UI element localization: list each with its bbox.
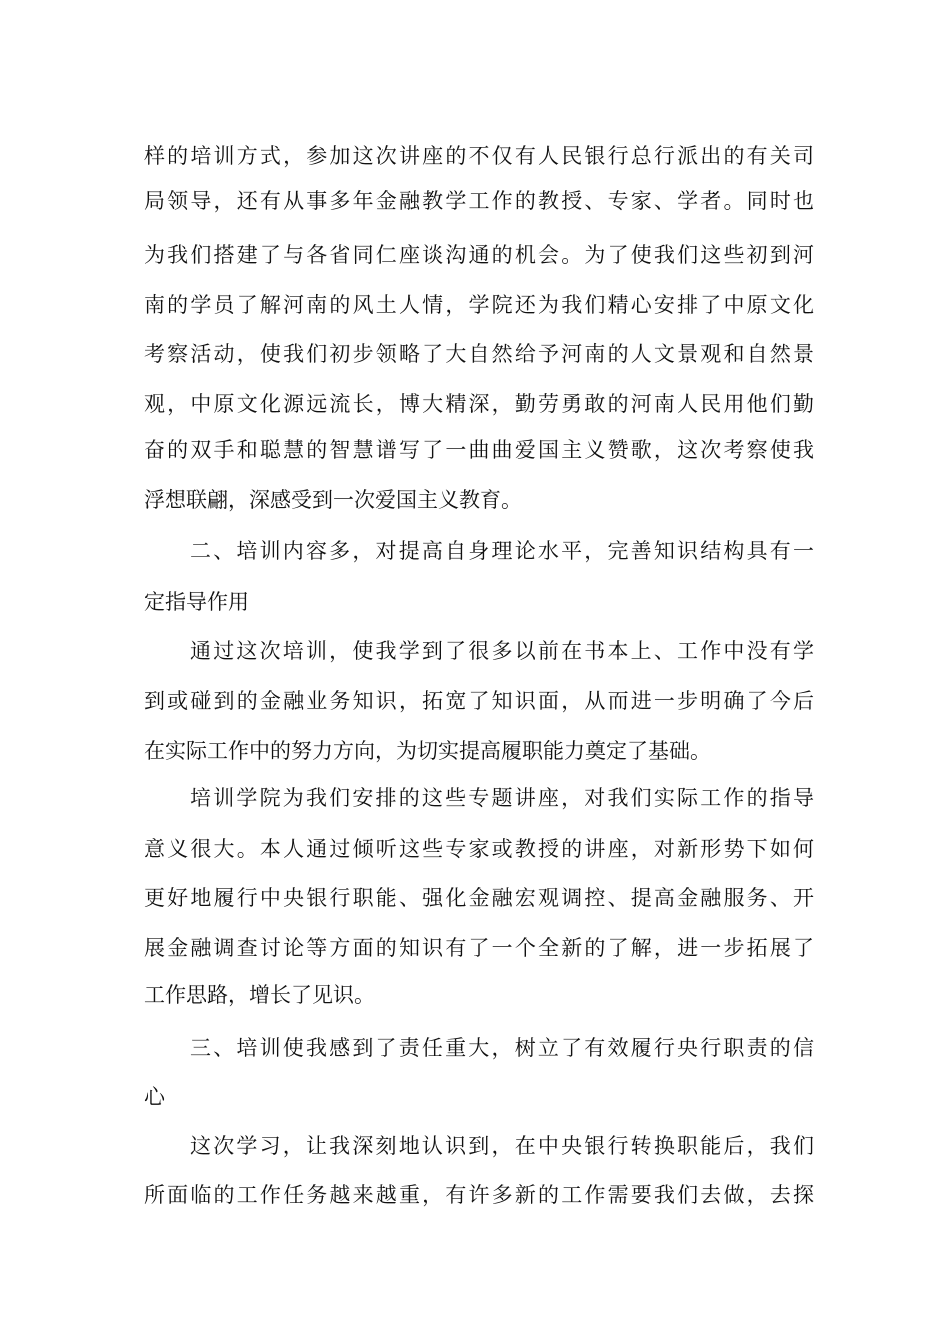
text-line: 为我们搭建了与各省同仁座谈沟通的机会。为了使我们这些初到河 — [144, 243, 814, 267]
text-line: 到或碰到的金融业务知识，拓宽了知识面，从而进一步明确了今后 — [144, 689, 814, 713]
text-line: 通过这次培训，使我学到了很多以前在书本上、工作中没有学 — [190, 639, 814, 663]
section-heading-line: 三、培训使我感到了责任重大，树立了有效履行央行职责的信 — [190, 1036, 814, 1060]
text-line: 南的学员了解河南的风土人情，学院还为我们精心安排了中原文化 — [144, 293, 814, 317]
text-line: 样的培训方式，参加这次讲座的不仅有人民银行总行派出的有关司 — [144, 144, 814, 168]
text-line: 观，中原文化源远流长，博大精深，勤劳勇敢的河南人民用他们勤 — [144, 392, 814, 416]
text-line: 在实际工作中的努力方向，为切实提高履职能力奠定了基础。 — [144, 739, 711, 763]
text-line: 奋的双手和聪慧的智慧谱写了一曲曲爱国主义赞歌，这次考察使我 — [144, 438, 814, 462]
text-line: 展金融调查讨论等方面的知识有了一个全新的了解，进一步拓展了 — [144, 936, 814, 960]
text-line: 更好地履行中央银行职能、强化金融宏观调控、提高金融服务、开 — [144, 886, 814, 910]
text-line: 考察活动，使我们初步领略了大自然给予河南的人文景观和自然景 — [144, 342, 814, 366]
text-line: 工作思路，增长了见识。 — [144, 983, 375, 1007]
text-line: 意义很大。本人通过倾听这些专家或教授的讲座，对新形势下如何 — [144, 837, 814, 861]
text-line: 培训学院为我们安排的这些专题讲座，对我们实际工作的指导 — [190, 786, 814, 810]
text-line: 这次学习，让我深刻地认识到，在中央银行转换职能后，我们 — [190, 1134, 814, 1158]
text-line: 局领导，还有从事多年金融教学工作的教授、专家、学者。同时也 — [144, 189, 814, 213]
section-heading-line: 心 — [144, 1085, 165, 1109]
text-line: 浮想联翩，深感受到一次爱国主义教育。 — [144, 488, 522, 512]
text-line: 所面临的工作任务越来越重，有许多新的工作需要我们去做，去探 — [144, 1183, 814, 1207]
section-heading-line: 二、培训内容多，对提高自身理论水平，完善知识结构具有一 — [190, 539, 814, 563]
section-heading-line: 定指导作用 — [144, 590, 249, 614]
